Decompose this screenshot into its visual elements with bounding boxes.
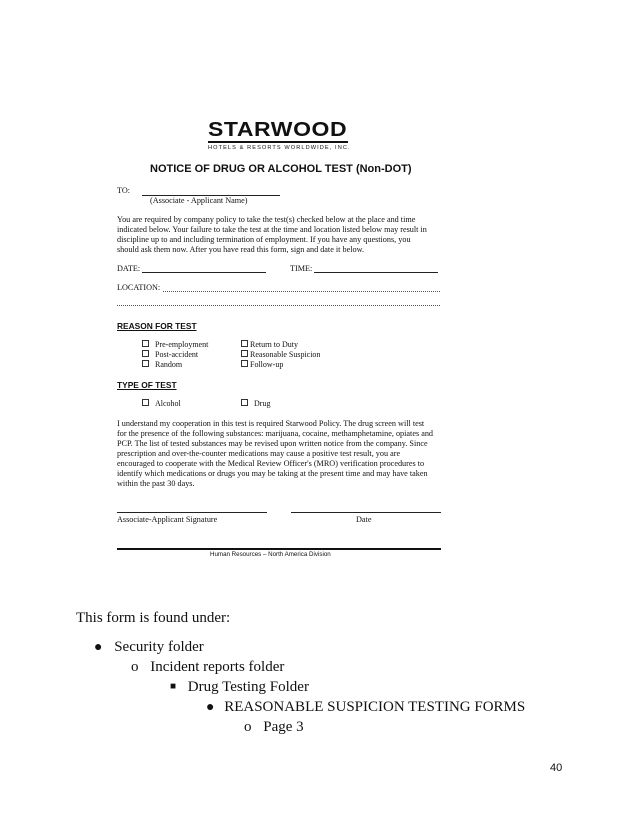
type-heading: TYPE OF TEST [117, 380, 177, 390]
checkbox-icon [241, 340, 248, 347]
type-label: Alcohol [155, 399, 181, 408]
outline-level-5 [244, 718, 304, 736]
checkbox-icon [142, 399, 149, 406]
type-label: Drug [254, 399, 271, 408]
form-title: NOTICE OF DRUG OR ALCOHOL TEST (Non-DOT) [150, 163, 412, 175]
checkbox-icon [241, 350, 248, 357]
reason-checkbox-return-to-duty[interactable] [241, 340, 298, 350]
intro-line-4: should ask them now. After you have read this form, sign and date it below. [117, 245, 365, 254]
reason-label: Post-accident [155, 350, 199, 359]
checkbox-icon [142, 340, 149, 347]
policy-line-2: for the presence of the following substances: marijuana, cocaine, methamphetamine, opiates and [117, 429, 434, 438]
signature-line [117, 512, 267, 513]
location-label: LOCATION: [117, 283, 161, 292]
time-label: TIME: [290, 264, 313, 273]
bullet-square-icon: ■ [170, 681, 177, 692]
intro-line-3: discipline up to and including termination of employment. If you have any questions, you [117, 235, 411, 244]
time-field-line [314, 272, 438, 273]
logo-wordmark: STARWOOD [208, 119, 348, 141]
policy-line-6: identify which medications or drugs you may be taking at the present time and may have taken [117, 469, 428, 478]
outline-level-2-label: Incident reports folder [150, 659, 285, 675]
outline-level-3 [170, 678, 309, 696]
outline-level-4-label: REASONABLE SUSPICION TESTING FORMS [224, 699, 526, 715]
outline-level-4 [206, 698, 525, 717]
reason-label: Pre-employment [155, 340, 209, 349]
bullet-dot-icon: ● [94, 640, 103, 655]
outline-level-3-label: Drug Testing Folder [187, 679, 309, 695]
signature-date-label: Date [356, 515, 372, 524]
bullet-dot-icon: ● [206, 700, 215, 715]
reason-label: Follow-up [250, 360, 284, 369]
checkbox-icon [241, 360, 248, 367]
to-caption: (Associate - Applicant Name) [150, 196, 248, 205]
checkbox-icon [142, 350, 149, 357]
policy-line-4: prescription and over-the-counter medications may cause a positive test result, you are [117, 449, 401, 458]
form-footer: Human Resources – North America Division [210, 551, 331, 558]
bullet-circle-icon: o [244, 719, 252, 735]
policy-line-5: encouraged to cooperate with the Medical Review Officer's (MRO) verification procedures to [117, 459, 425, 468]
logo-subtitle: HOTELS & RESORTS WORLDWIDE, INC. [208, 145, 351, 151]
to-label: TO: [117, 186, 131, 195]
reason-checkbox-pre-employment[interactable] [142, 340, 208, 350]
checkbox-icon [142, 360, 149, 367]
reason-checkbox-follow-up[interactable] [241, 360, 283, 370]
location-dotted-line-2 [117, 305, 440, 306]
checkbox-icon [241, 399, 248, 406]
date-label: DATE: [117, 264, 141, 273]
outline-intro: This form is found under: [76, 610, 231, 626]
page-number: 40 [550, 762, 563, 774]
bullet-circle-icon: o [131, 659, 139, 675]
starwood-logo [208, 119, 351, 151]
form-footer-rule [117, 548, 441, 550]
signature-label: Associate-Applicant Signature [117, 515, 218, 524]
policy-line-1: I understand my cooperation in this test is required Starwood Policy. The drug screen will test [117, 419, 425, 428]
location-dotted-line [163, 291, 440, 292]
reason-label: Return to Duty [250, 340, 298, 349]
outline-level-1 [94, 638, 204, 657]
reason-checkbox-reasonable-suspicion[interactable] [241, 350, 320, 360]
type-checkbox-alcohol[interactable] [142, 399, 181, 409]
outline-level-5-label: Page 3 [263, 719, 304, 735]
reason-label: Reasonable Suspicion [250, 350, 321, 359]
reason-heading: REASON FOR TEST [117, 321, 197, 331]
signature-date-line [291, 512, 441, 513]
reason-checkbox-random[interactable] [142, 360, 182, 370]
outline-level-2 [131, 658, 284, 676]
type-checkbox-drug[interactable] [241, 399, 270, 409]
policy-line-3: PCP. The list of tested substances may be revised upon written notice from the company. Since [117, 439, 428, 448]
outline-level-1-label: Security folder [114, 639, 204, 655]
logo-rule [208, 141, 348, 143]
intro-line-2: indicated below. Your failure to take the test at the time and location listed below may result in [117, 225, 427, 234]
date-field-line [142, 272, 266, 273]
policy-line-7: within the past 30 days. [117, 479, 195, 488]
reason-checkbox-post-accident[interactable] [142, 350, 198, 360]
reason-label: Random [155, 360, 183, 369]
intro-line-1: You are required by company policy to take the test(s) checked below at the place and time [117, 215, 416, 224]
